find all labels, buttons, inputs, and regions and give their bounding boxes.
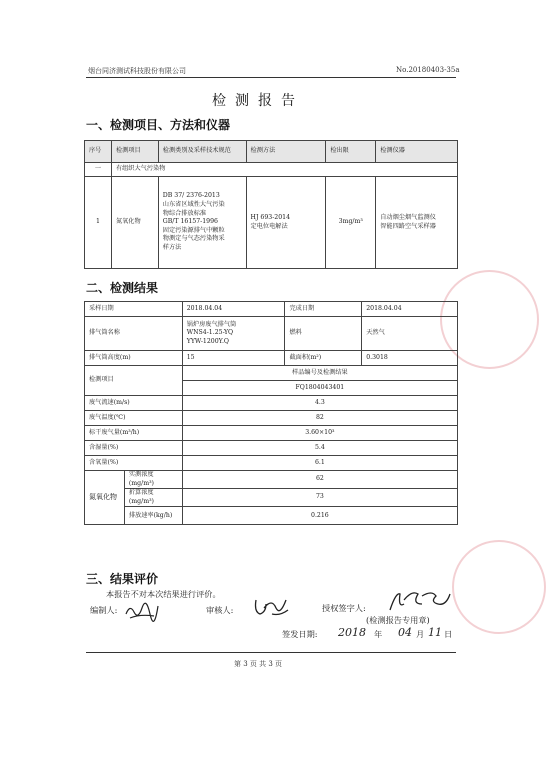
table-row [85, 317, 458, 351]
nox-value: 0.216 [182, 507, 457, 525]
result-value: 3.60×10³ [182, 426, 457, 441]
result-label: 含氧量(%) [85, 456, 183, 471]
table-row [85, 177, 458, 269]
row-instrument [376, 177, 458, 269]
results-table [84, 301, 458, 525]
item-label: 检测项目 [85, 366, 183, 396]
method-table [84, 140, 458, 269]
table-row [85, 507, 458, 525]
area-label: 截面积(m²) [285, 351, 362, 366]
issue-date-year-unit: 年 [374, 629, 383, 639]
nox-sub-label: 实测浓度(mg/m³) [124, 471, 182, 489]
reviewer-signature [252, 594, 292, 620]
table-row [85, 426, 458, 441]
stack-name [182, 317, 285, 351]
stack-height-label: 排气筒高度(m) [85, 351, 183, 366]
category-no: 一 [85, 163, 112, 177]
instrument-line: 智能四路空气采样器 [380, 222, 436, 230]
evaluation-text: 本报告不对本次结果进行评价。 [106, 589, 221, 599]
issue-date-day: 11 [428, 626, 442, 639]
stack-name-line: 锅炉房废气排气筒 [186, 320, 237, 328]
stack-height: 15 [182, 351, 285, 366]
fuel-label: 燃料 [285, 317, 362, 351]
row-limit: 3mg/m³ [326, 177, 376, 269]
result-label: 含湿量(%) [85, 441, 183, 456]
company-name: 烟台同济测试科技股份有限公司 [88, 67, 186, 75]
category-row [85, 163, 458, 177]
nox-sub-label: 排放速率(kg/h) [124, 507, 182, 525]
standard-line: GB/T 16157-1996 [162, 218, 218, 226]
seal-stamp [452, 540, 546, 634]
nox-label: 氮氧化物 [85, 471, 125, 525]
footer-rule [86, 652, 456, 653]
instrument-line: 自动烟尘烟气监测仪 [380, 213, 436, 221]
finish-date-label: 完成日期 [285, 302, 362, 317]
table-row [85, 471, 458, 489]
standard-line: 物综合排放标准 [162, 209, 207, 217]
area: 0.3018 [362, 351, 458, 366]
result-value: 82 [182, 411, 457, 426]
standard-line: 山东省区域性大气污染 [162, 201, 225, 209]
sample-header: 样品编号及检测结果 [182, 366, 457, 381]
seal-note: (检测报告专用章) [366, 615, 430, 625]
column-header: 检出限 [326, 141, 376, 163]
standard-line: 固定污染源排气中颗粒 [162, 226, 225, 234]
sampling-date: 2018.04.04 [182, 302, 285, 317]
signer-signature [386, 586, 452, 616]
report-number: No.20180403-35a [396, 66, 460, 74]
sampling-date-label: 采样日期 [85, 302, 183, 317]
table-header-row [85, 141, 458, 163]
table-row [85, 441, 458, 456]
issue-date-label: 签发日期: [282, 629, 318, 639]
issue-date-month-unit: 月 [416, 629, 425, 639]
nox-sub-label: 折算浓度(mg/m³) [124, 489, 182, 507]
issue-date-month: 04 [398, 626, 412, 639]
column-header: 检测仪器 [376, 141, 458, 163]
method-line: HJ 693-2014 [250, 213, 291, 221]
reviewer-label: 审核人: [206, 605, 234, 615]
column-header: 检测项目 [111, 141, 158, 163]
column-header: 检测类别及采样技术规范 [158, 141, 246, 163]
standard-line: 样方法 [162, 243, 182, 251]
finish-date: 2018.04.04 [362, 302, 458, 317]
row-item: 氮氧化物 [111, 177, 158, 269]
sample-id: FQ1804043401 [182, 381, 457, 396]
standard-line: 物测定与气态污染物采 [162, 235, 225, 243]
result-label: 废气温度(℃) [85, 411, 183, 426]
table-row [85, 456, 458, 471]
report-title: 检测报告 [212, 93, 304, 109]
table-row [85, 366, 458, 381]
row-method [246, 177, 326, 269]
editor-label: 编制人: [90, 605, 118, 615]
stack-name-line: WNS4-1.25-YQ [186, 329, 234, 337]
method-line: 定电位电解法 [250, 222, 288, 230]
row-standards [158, 177, 246, 269]
table-row [85, 411, 458, 426]
result-value: 5.4 [182, 441, 457, 456]
result-value: 4.3 [182, 396, 457, 411]
column-header: 序号 [85, 141, 112, 163]
nox-value: 62 [182, 471, 457, 489]
result-label: 标干废气量(m³/h) [85, 426, 183, 441]
stack-name-line: YYW-1200Y.Q [186, 337, 229, 345]
standard-line: DB 37/ 2376-2013 [162, 192, 220, 200]
table-row [85, 396, 458, 411]
fuel: 天然气 [362, 317, 458, 351]
table-row [85, 302, 458, 317]
table-row [85, 489, 458, 507]
result-value: 6.1 [182, 456, 457, 471]
stack-name-label: 排气筒名称 [85, 317, 183, 351]
page-number: 第 3 页 共 3 页 [234, 660, 283, 668]
nox-value: 73 [182, 489, 457, 507]
result-label: 废气流速(m/s) [85, 396, 183, 411]
section3-heading: 三、结果评价 [86, 572, 159, 586]
row-no: 1 [85, 177, 112, 269]
section2-heading: 二、检测结果 [86, 281, 159, 295]
section1-heading: 一、检测项目、方法和仪器 [86, 118, 231, 132]
category-label: 有组织大气污染物 [111, 163, 457, 177]
header-rule [86, 77, 456, 78]
issue-date-year: 2018 [338, 626, 366, 639]
column-header: 检测方法 [246, 141, 326, 163]
signer-label: 授权签字人: [322, 603, 366, 613]
editor-signature [124, 598, 160, 622]
table-row [85, 351, 458, 366]
issue-date-day-unit: 日 [444, 629, 453, 639]
